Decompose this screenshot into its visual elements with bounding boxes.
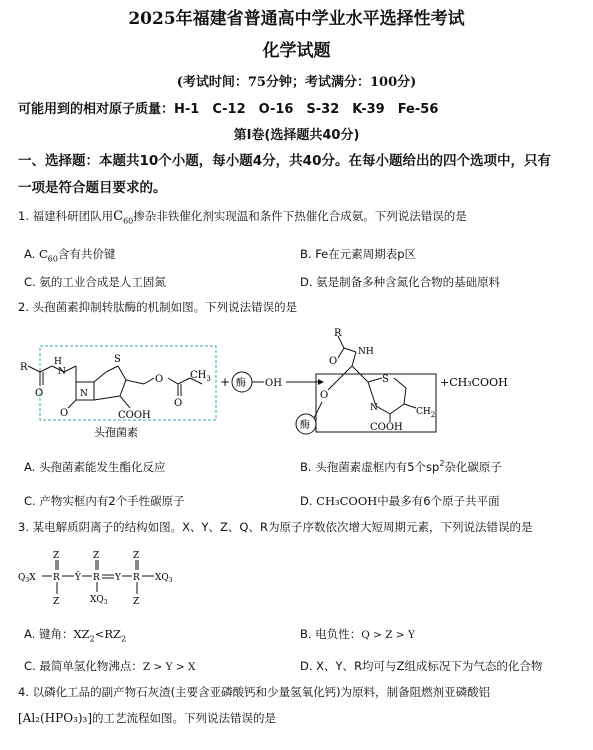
q3-a-formula — [73, 627, 127, 644]
q3-b-pre: B. 电负性： — [300, 627, 362, 641]
enzyme-label-reactant: 酶 — [236, 378, 246, 389]
q3-a-sub2: 2 — [121, 634, 127, 644]
q1-c60 — [113, 209, 133, 224]
reaction-arrowhead — [318, 379, 324, 385]
q3-b-formula: Q > Z > Y — [361, 629, 415, 641]
anion-y1-label: Ȳ — [75, 573, 81, 583]
q1-option-a[interactable] — [24, 246, 115, 263]
q1-a-c: C — [38, 247, 48, 261]
q2-option-a[interactable]: A. 头孢菌素能发生酯化反应 — [24, 460, 166, 474]
anion-z5-label: Z — [133, 597, 140, 606]
q2-b-sup: 2 — [439, 459, 445, 469]
plus-sign: + — [220, 375, 231, 389]
q2-mechanism-svg — [18, 326, 578, 446]
q3-c-pre: C. 最简单氢化物沸点： — [24, 659, 143, 673]
q2-option-d[interactable] — [300, 493, 500, 509]
paper-subtitle: 化学试题 — [262, 41, 331, 61]
cephalosporin-caption: 头孢菌素 — [94, 426, 138, 439]
part-heading: 第Ⅰ卷(选择题共40分) — [233, 128, 360, 143]
q1-option-c[interactable]: C. 氨的工业合成是人工固氮 — [24, 275, 166, 289]
q2-d-formula: CH₃COOH — [316, 494, 378, 508]
anion-xq3-label: $XQ_3$ — [90, 595, 108, 606]
anion-r1-label: R — [53, 573, 60, 583]
n-label: N — [58, 367, 66, 377]
q1-a-c60 — [38, 247, 58, 264]
ester-carbonyl-o-label: O — [174, 398, 183, 409]
acetic-acid-product: +CH₃COOH — [440, 376, 508, 389]
product-s-label: S — [382, 374, 389, 385]
anion-xq3-right-label: $XQ_3$ — [155, 573, 173, 584]
q1-stem — [18, 208, 467, 226]
product-ester-o-label: O — [320, 390, 329, 401]
product-cooh-label: COOH — [370, 422, 403, 433]
q3-anion-svg — [18, 548, 218, 606]
anion-q3x-label: $Q_3X$ — [18, 573, 36, 584]
q2-b-post: 杂化碳原子 — [444, 460, 502, 474]
q1-stem-pre: 1. 福建科研团队用 — [18, 209, 114, 223]
anion-z3-label: Z — [93, 551, 100, 561]
anion-z1-label: Z — [53, 551, 60, 561]
q1-c60-sub: 60 — [123, 216, 134, 226]
oh-label: OH — [265, 378, 282, 389]
product-r-label: R — [334, 328, 342, 339]
q1-c60-symbol: C — [113, 209, 124, 224]
q1-stem-post: 掺杂非铁催化剂实现温和条件下热催化合成氨。下列说法错误的是 — [133, 209, 467, 223]
product-o-label: O — [329, 356, 338, 367]
q4-stem-post: 的工艺流程如图。下列说法错误的是 — [92, 711, 277, 725]
section-heading-line2: 一项是符合题目要求的。 — [18, 180, 167, 196]
q2-d-label: D. — [300, 494, 313, 508]
exam-title: 2025年福建省普通高中学业水平选择性考试 — [128, 9, 465, 29]
section-heading-line1: 一、选择题：本题共10个小题，每小题4分，共40分。在每小题给出的四个选项中，只有 — [18, 153, 551, 169]
anion-r3-label: R — [133, 573, 140, 583]
product-nh-label: NH — [358, 347, 374, 357]
cooh-label: COOH — [118, 410, 151, 421]
exam-info: (考试时间：75分钟；考试满分：100分) — [176, 75, 417, 90]
carbonyl-o-label: O — [35, 388, 44, 399]
q3-option-a[interactable] — [24, 626, 126, 643]
q3-stem: 3. 某电解质阴离子的结构如图。X、Y、Z、Q、R为原子序数依次增大短周期元素，下列说法错误的是 — [18, 520, 533, 534]
lactam-n-label: N — [80, 389, 88, 399]
ester-o-label: O — [155, 374, 164, 385]
q1-a-label: A. — [24, 247, 36, 261]
anion-y2-label: Y — [115, 573, 121, 583]
q1-a-sub: 60 — [47, 254, 58, 264]
q2-d-text: 中最多有6个原子共平面 — [377, 494, 500, 508]
q2-stem: 2. 头孢菌素抑制转肽酶的机制如图。下列说法错误的是 — [18, 300, 298, 314]
r-group-label: R — [20, 362, 28, 373]
q3-a-pre: A. 键角： — [24, 627, 74, 641]
q3-a-sub1: 2 — [89, 634, 95, 644]
anion-z4-label: Z — [133, 551, 140, 561]
sulfur-label: S — [114, 354, 121, 365]
q1-option-b[interactable]: B. Fe在元素周期表p区 — [300, 247, 417, 261]
q2-option-b[interactable] — [300, 459, 502, 475]
q4-stem-line1: 4. 以磷化工品的副产物石灰渣(主要含亚磷酸钙和少量氢氧化钙)为原料，制备阻燃剂亚磷酸铝 — [18, 685, 491, 699]
q3-anion-structure — [18, 548, 218, 610]
q4-aluminum-phosphite-formula: [Al₂(HPO₃)₃] — [18, 711, 93, 725]
anion-z2-label: Z — [53, 597, 60, 606]
q4-stem-line2 — [18, 710, 276, 726]
q3-a-rz: <RZ — [94, 627, 122, 641]
q3-option-c[interactable] — [24, 658, 196, 674]
q1-option-d[interactable]: D. 氨是制备多种含氮化合物的基础原料 — [300, 275, 501, 289]
anion-r2-label: R — [93, 573, 100, 583]
q2-b-pre: B. 头孢菌素虚框内有5个sp — [300, 460, 440, 474]
enzyme-product-bond — [314, 402, 322, 418]
enzyme-label-product: 酶 — [300, 420, 310, 431]
q2-mechanism-diagram — [18, 326, 578, 450]
product-n-label: N — [370, 403, 378, 413]
q3-option-d[interactable]: D. X、Y、R均可与Z组成标况下为气态的化合物 — [300, 659, 543, 673]
q2-option-c[interactable]: C. 产物实框内有2个手性碳原子 — [24, 494, 185, 508]
lactam-o-label: O — [60, 408, 69, 419]
nh-label: H — [54, 357, 62, 367]
product-ch2-label: $CH_2$ — [416, 407, 436, 419]
atomic-masses: 可能用到的相对原子质量：H-1 C-12 O-16 S-32 K-39 Fe-56 — [18, 102, 439, 117]
q3-a-xz: XZ — [73, 627, 90, 641]
q3-option-b[interactable] — [300, 626, 415, 642]
q1-a-text: 含有共价键 — [57, 247, 116, 261]
ester-methyl-label: $CH_3$ — [190, 370, 211, 383]
q3-c-formula: Z > Y > X — [142, 661, 196, 673]
